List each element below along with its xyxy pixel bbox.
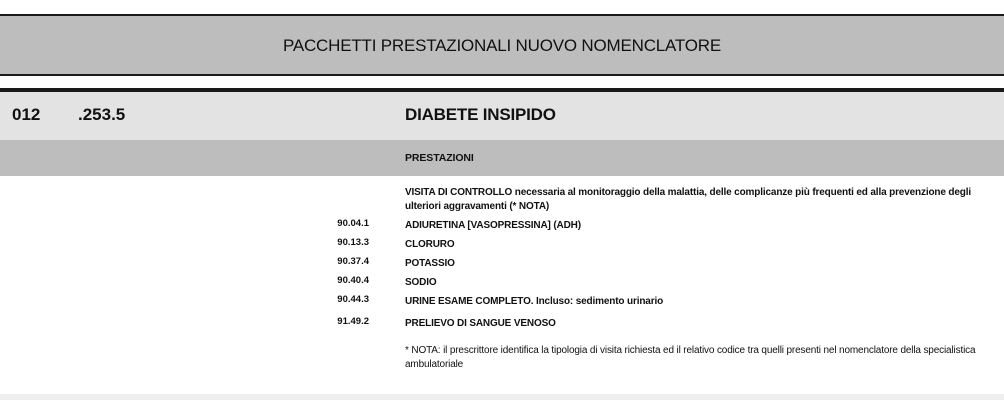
package-header xyxy=(0,88,1004,140)
service-row xyxy=(0,294,1004,313)
package-code-prefix: 012 xyxy=(12,105,41,124)
service-description: SODIO xyxy=(405,277,437,288)
footnote: * NOTA: il prescrittore identifica la tipologia di visita richiesta ed il relativo codice tra quelli presenti nel nomenclatore della specialistica ambulatoriale xyxy=(405,345,976,370)
service-row xyxy=(0,237,1004,256)
service-description: POTASSIO xyxy=(405,258,455,269)
service-code: 90.04.1 xyxy=(337,218,369,229)
bottom-divider xyxy=(0,394,1004,400)
section-label: PRESTAZIONI xyxy=(405,152,474,164)
service-code: 90.44.3 xyxy=(337,294,369,305)
service-code: 91.49.2 xyxy=(337,316,369,327)
package-code-suffix: .253.5 xyxy=(78,105,126,124)
service-row xyxy=(0,256,1004,275)
document-header xyxy=(0,14,1004,76)
document-title: PACCHETTI PRESTAZIONALI NUOVO NOMENCLATORE xyxy=(282,36,722,55)
visit-description: VISITA DI CONTROLLO necessaria al monitoraggio della malattia, delle complicanze più frequenti ed alla prevenzione degli ulteriori aggravamenti (* NOTA) xyxy=(405,187,972,212)
service-row xyxy=(0,316,1004,335)
service-code: 90.40.4 xyxy=(337,275,369,286)
service-description: PRELIEVO DI SANGUE VENOSO xyxy=(405,318,556,329)
section-header xyxy=(0,140,1004,176)
service-row xyxy=(0,275,1004,294)
services-list xyxy=(0,218,1004,335)
service-description: URINE ESAME COMPLETO. Incluso: sedimento urinario xyxy=(405,296,664,307)
service-description: CLORURO xyxy=(405,239,455,250)
service-code: 90.37.4 xyxy=(337,256,369,267)
package-title: DIABETE INSIPIDO xyxy=(405,105,556,124)
service-description: ADIURETINA [VASOPRESSINA] (ADH) xyxy=(405,220,581,231)
service-row xyxy=(0,218,1004,237)
service-code: 90.13.3 xyxy=(337,237,369,248)
